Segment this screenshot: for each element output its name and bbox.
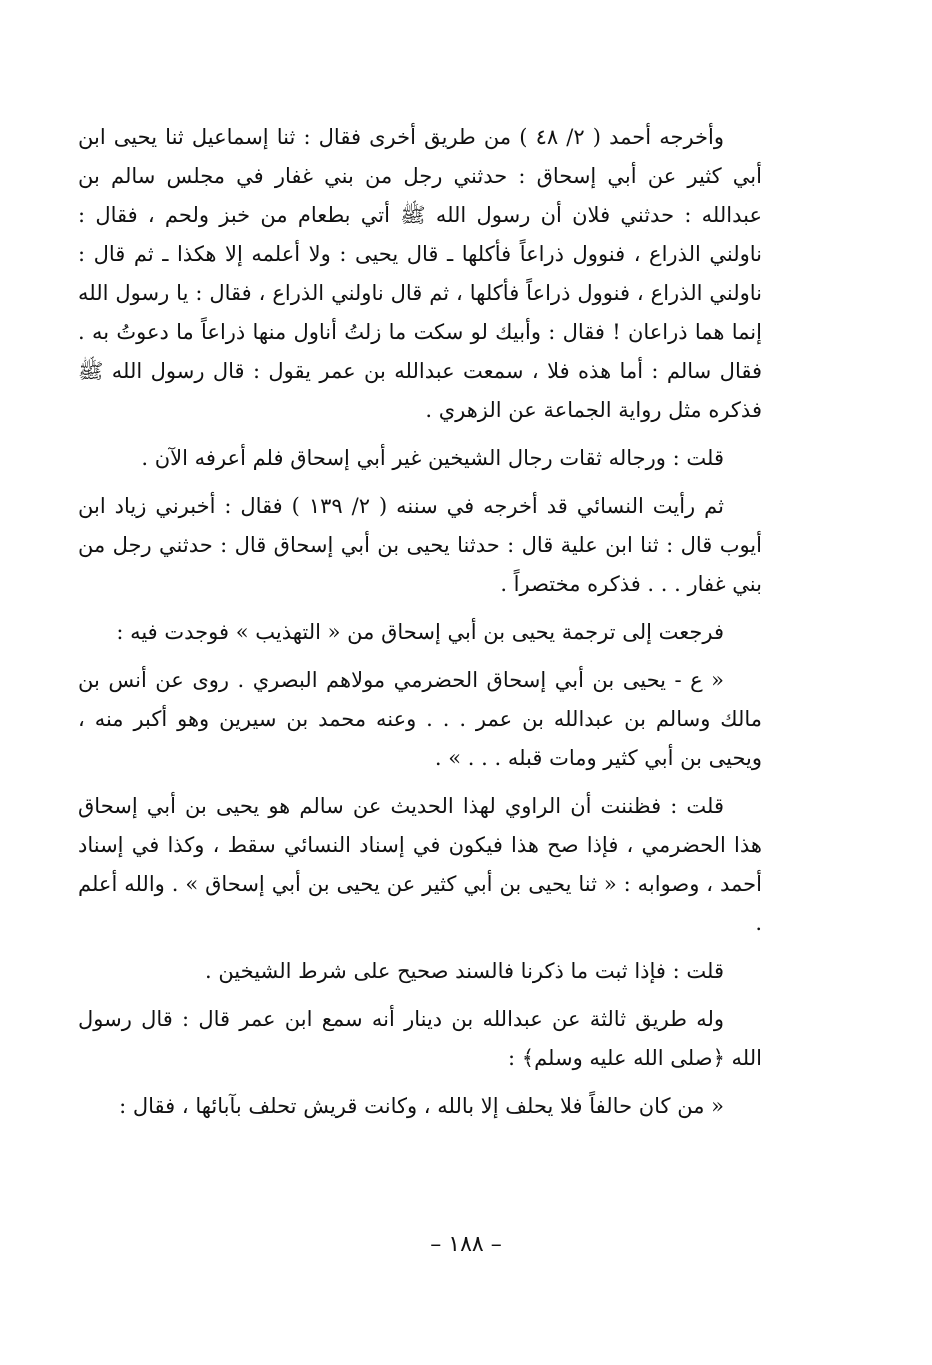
paragraph-hadith-quote: « من كان حالفاً فلا يحلف إلا بالله ، وكانت قريش تحلف بآبائها ، فقال : (119, 1094, 724, 1118)
paragraph-isnad-verdict: قلت : فإذا ثبت ما ذكرنا فالسند صحيح على شرط الشيخين . (204, 959, 724, 983)
paragraph-third-route: وله طريق ثالثة عن عبدالله بن دينار أنه سمع ابن عمر قال : قال رسول الله ﴿صلى الله عليه وسلم﴾ : (78, 1007, 762, 1070)
paragraph-narrators-note: قلت : ورجاله ثقات رجال الشيخين غير أبي إسحاق فلم أعرفه الآن . (141, 446, 724, 470)
page-body (78, 118, 762, 1126)
page-number: – ١٨٨ – (430, 1232, 502, 1257)
paragraph-tahdhib-quote: « ع - يحيى بن أبي إسحاق الحضرمي مولاهم البصري . روى عن أنس بن مالك وسالم بن عبدالله بن عمر . . . وعنه محمد بن سيرين وهو أكبر منه ، ويحيى بن أبي كثير ومات قبله . . . » . (78, 668, 762, 770)
paragraph-ahmad-narration: وأخرجه أحمد ( ٢/ ٤٨ ) من طريق أخرى فقال : ثنا إسماعيل ثنا يحيى ابن أبي كثير عن أبي إسحاق : حدثني رجل من بني غفار في مجلس سالم بن عبدالله : حدثني فلان أن رسول الله ﷺ أتي بطعام من خبز ولحم ، فقال : ناولني الذراع ، فنوول ذراعاً فأكلها ـ قال يحيى : ولا أعلمه إلا هكذا ـ ثم قال : ناولني الذراع ، فنوول ذراعاً فأكلها ، ثم قال ناولني الذراع ، فقال : يا رسول الله إنما هما ذراعان ! فقال : وأبيك لو سكت ما زلتُ أناول منها ذراعاً ما دعوتُ به . فقال سالم : أما هذه فلا ، سمعت عبدالله بن عمر يقول : قال رسول الله ﷺ فذكره مثل رواية الجماعة عن الزهري . (78, 125, 762, 422)
paragraph-nasai-narration: ثم رأيت النسائي قد أخرجه في سننه ( ٢/ ١٣٩ ) فقال : أخبرني زياد ابن أيوب قال : ثنا ابن علية قال : حدثنا يحيى بن أبي إسحاق قال : حدثني رجل من بني غفار . . . فذكره مختصراً . (78, 494, 762, 596)
paragraph-tahdhib-reference: فرجعت إلى ترجمة يحيى بن أبي إسحاق من « التهذيب » فوجدت فيه : (116, 620, 724, 644)
paragraph-author-conclusion: قلت : فظننت أن الراوي لهذا الحديث عن سالم هو يحيى بن أبي إسحاق هذا الحضرمي ، فإذا صح هذا فيكون في إسناد النسائي سقط ، وكذا في إسناد أحمد ، وصوابه : « ثنا يحيى بن أبي كثير عن يحيى بن أبي إسحاق » . والله أعلم . (78, 794, 762, 935)
